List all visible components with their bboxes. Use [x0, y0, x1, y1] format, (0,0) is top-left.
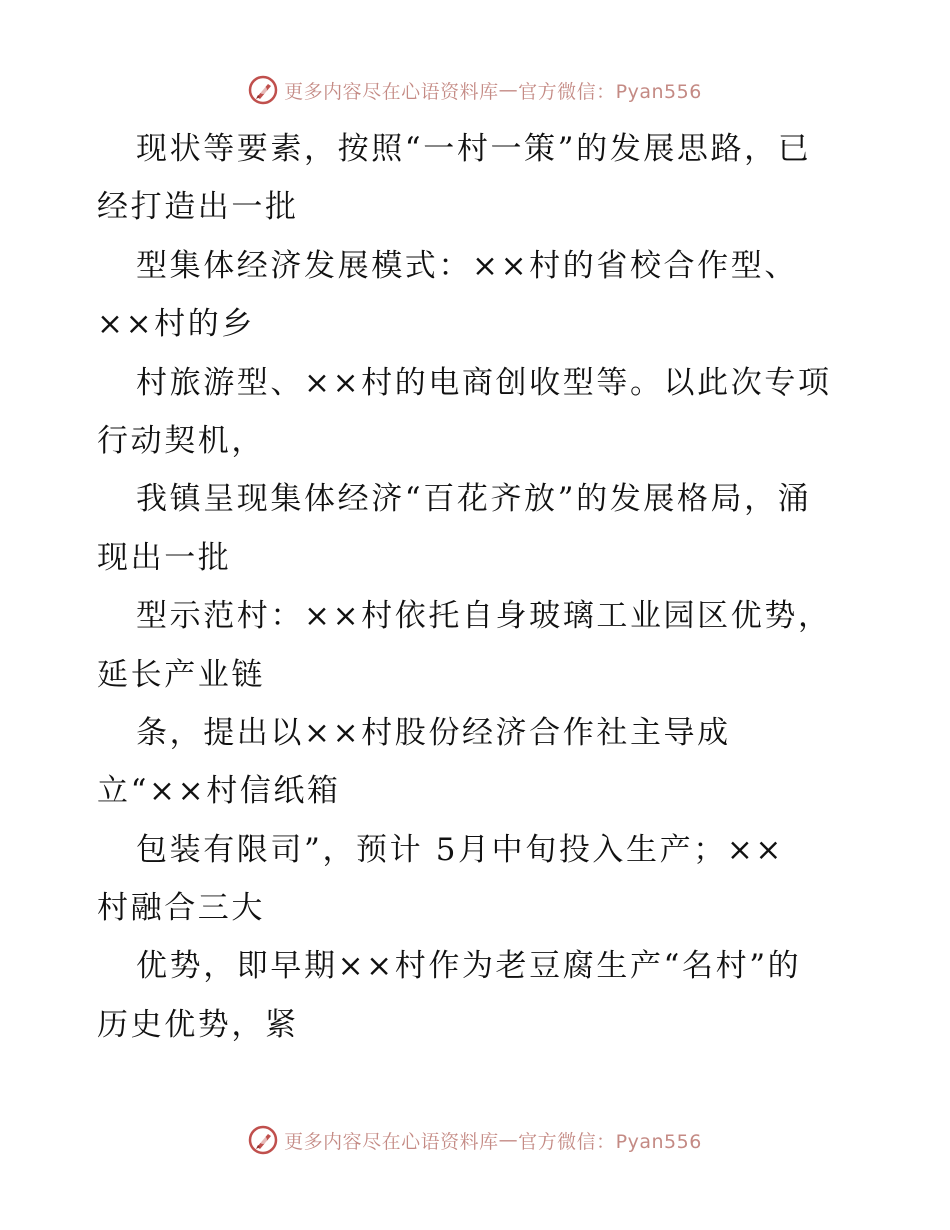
text-line: 现状等要素，按照“一村一策”的发展思路，已	[136, 131, 812, 167]
text-line: 村融合三大	[97, 890, 265, 927]
text-line: 村旅游型、××村的电商创收型等。以此次专项	[136, 364, 832, 401]
watermark-wechat: 官方微信：Pyan556	[518, 1130, 702, 1153]
text-line: 优势，即早期××村作为老豆腐生产“名村”的	[136, 948, 802, 985]
text-line: 我镇呈现集体经济“百花齐放”的发展格局，涌	[136, 481, 812, 518]
text-line: 包装有限司”，预计 5月中旬投入生产；××	[136, 831, 784, 868]
text-line: 立“××村信纸箱	[97, 773, 341, 810]
text-line: 行动契机，	[97, 422, 265, 459]
quill-pen-circle-icon	[248, 1125, 278, 1155]
text-line: 经打造出一批	[97, 189, 299, 226]
text-line: ××村的乡	[97, 306, 255, 343]
header-watermark	[0, 72, 950, 108]
document-body	[97, 120, 857, 1054]
text-line: 历史优势，紧	[97, 1006, 299, 1043]
watermark-dash: —	[498, 1129, 519, 1151]
footer-watermark	[0, 1122, 950, 1158]
text-line: 型示范村：××村依托自身玻璃工业园区优势，	[136, 598, 832, 635]
watermark-text: 更多内容尽在心语资料库	[284, 1130, 499, 1153]
text-line: 现出一批	[97, 539, 232, 576]
text-line: 条，提出以××村股份经济合作社主导成	[136, 714, 731, 751]
text-line: 型集体经济发展模式：××村的省校合作型、	[136, 247, 798, 284]
quill-pen-circle-icon	[248, 75, 278, 105]
watermark-wechat: 官方微信：Pyan556	[518, 80, 702, 103]
watermark-dash: —	[498, 79, 519, 101]
text-line: 延长产业链	[97, 656, 265, 693]
watermark-text: 更多内容尽在心语资料库	[284, 80, 499, 103]
